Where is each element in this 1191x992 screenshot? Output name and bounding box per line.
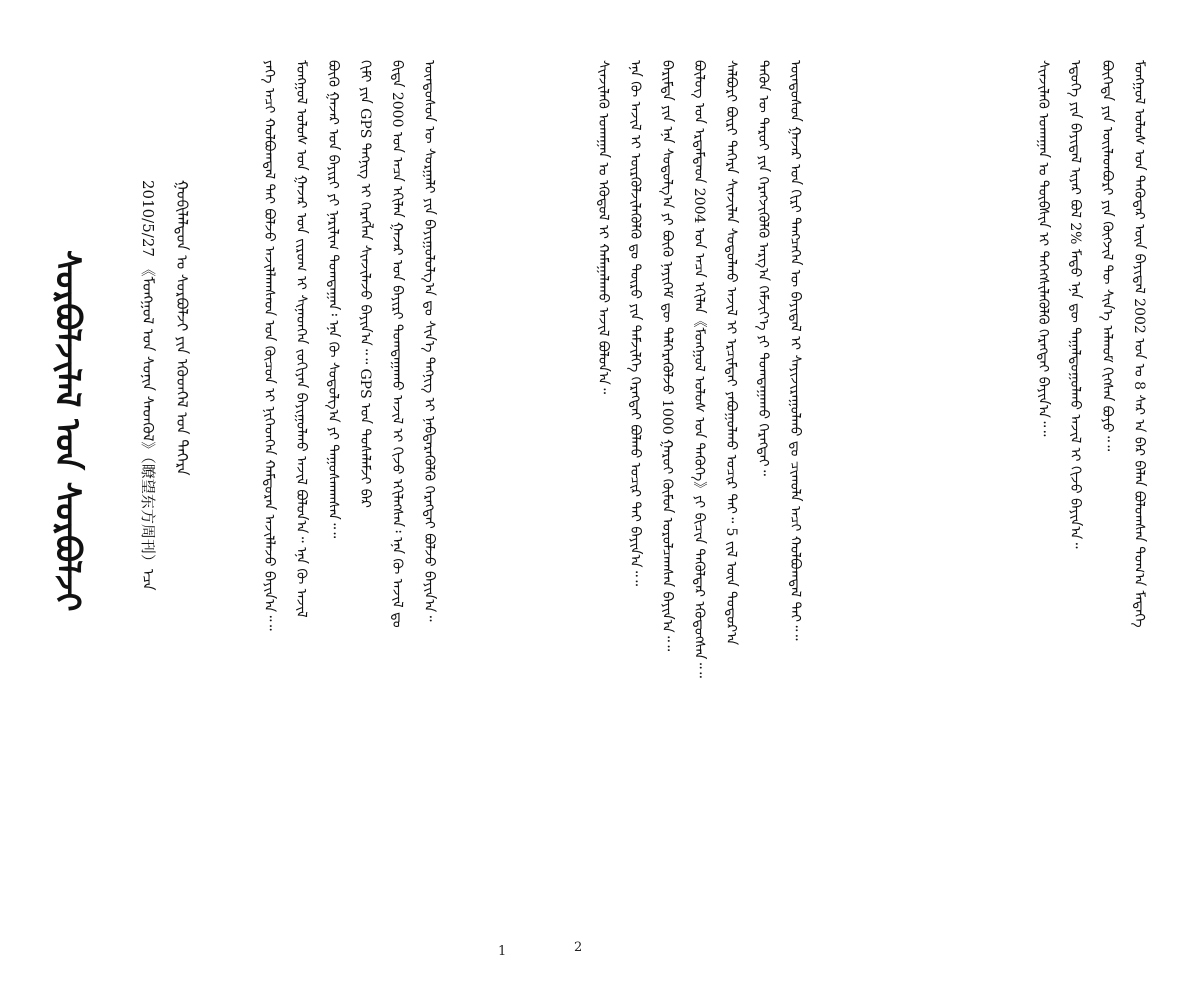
text-line: ᠰᠢᠨᠵᠢᠯᠡᠬᠦ ᠤᠬᠠᠭᠠᠨ ᠤ ᠲᠦᠪᠰᠢᠨ ᠢ ᠳᠡᠭᠡᠭᠰᠢᠯᠡᠭᠦᠯᠬᠦ ᠬᠡᠷᠡᠭᠲᠡᠢ ᠪᠠᠶᠢᠨ᠎ᠠ᠃᠃	[1035, 60, 1051, 437]
source-line	[140, 0, 164, 992]
source-text-2: 2010/5/27 《ᠮᠣᠩᠭᠣᠯ ᠤᠨ ᠰᠣᠨᠢᠨ ᠰᠡᠳᠬᠦᠯ》（瞭望东方周刊）ᠡᠴᠡ	[139, 180, 157, 591]
text-line: ᠬᠢᠮᠢ ᠶᠢᠨ GPS ᠲᠡᠬᠨᠢᠭ ᠢ ᠬᠡᠷᠡᠭᠯᠡᠨ ᠰᠢᠨᠵᠢᠯᠡᠵᠦ ᠪᠠᠶᠢᠨ᠎ᠠ᠃᠃ GPS ᠤᠨ ᠲᠤᠰᠠᠯᠠᠮᠵᠢ ᠪᠠᠷ	[357, 60, 373, 508]
source-text-1: ᠭᠤᠪᠢᠯᠠᠯᠳᠤᠨ ᠤ ᠰᠤᠷᠪᠤᠯᠵᠢ ᠶᠢᠨ ᠡᠭᠦᠳᠭᠡᠯ ᠤᠨ ᠳᠡᠭᠡᠷᠡ	[173, 180, 191, 476]
page-number-2: 2	[574, 940, 583, 955]
text-line: ᠰᠢᠨᠵᠢᠯᠡᠬᠦ ᠤᠬᠠᠭᠠᠨ ᠤ ᠡᠭᠦᠳᠦᠯ ᠢ ᠬᠠᠮᠠᠭᠠᠯᠠᠬᠤ ᠠᠵᠢᠯ ᠪᠣᠯᠤᠨ᠎ᠠ᠃	[595, 60, 611, 395]
text-line: ᠪᠦᠭᠡᠳᠡ ᠶᠢᠨ ᠦᠢᠯᠡᠳᠪᠦᠷᠢ ᠶᠢᠨ ᠬᠥᠭᠵᠢᠯ ᠲᠦ ᠰᠢᠨ᠎ᠡ ᠠᠯᠬᠤᠮ ᠬᠢᠭᠰᠡᠨ ᠪᠤᠶᠤ᠃᠃	[1099, 60, 1115, 452]
page-number-1: 1	[498, 944, 507, 959]
text-line: ᠦᠨᠳᠦᠰᠦᠨ ᠦ ᠰᠤᠷᠭᠠᠯᠢ ᠶᠢᠨ ᠪᠠᠶᠢᠭᠤᠯᠤᠯᠭ᠎ᠠ ᠳᠤ ᠰᠢᠨ᠎ᠡ ᠲᠡᠬᠨᠢᠭ ᠢ ᠨᠡᠪᠲᠡᠷᠡᠭᠦᠯᠬᠦ ᠬᠡᠷᠡᠭᠲᠡᠢ ᠪᠣᠯᠵᠤ ᠪᠠᠶᠢᠨ᠎ᠠ᠃	[421, 60, 437, 622]
text-line: ᠦᠨᠳᠦᠰᠦᠨ ᠭᠠᠵᠠᠷ ᠤᠨ ᠬᠢᠷᠢ ᠲᠡᠩᠴᠡᠭᠡᠨ ᠦ ᠪᠠᠶᠢᠳᠠᠯ ᠢ ᠰᠠᠶᠢᠵᠢᠷᠠᠭᠤᠯᠬᠤ ᠳᠤ ᠴᠢᠬᠤᠯᠠ ᠠᠴᠢ ᠬᠣᠯᠪᠣᠭᠳᠠᠯ ᠲᠠᠢ᠃᠃	[787, 60, 803, 641]
text-line: ᠲᠡᠭᠦᠨ ᠦ ᠳᠠᠷᠤᠢ ᠶᠢᠨ ᠬᠡᠷᠡᠭᠵᠢᠭᠦᠯᠬᠦ ᠠᠷᠭ᠎ᠠ ᠬᠡᠮᠵᠢᠶ᠎ᠡ ᠶᠢ ᠲᠣᠭᠲᠠᠭᠠᠬᠤ ᠬᠡᠷᠡᠭᠲᠡᠢ᠃	[755, 60, 771, 476]
title-text: ᠰᠤᠷᠪᠤᠯᠵᠢᠯᠠᠯ ᠤᠨ ᠰᠤᠷᠪᠤᠯᠵᠢ	[47, 250, 87, 612]
text-line: ᠪᠠᠷᠢᠮᠲᠠ ᠶᠢᠨ ᠡᠨᠡ ᠰᠤᠳᠤᠯᠭ᠎ᠠ ᠶᠢ ᠪᠦᠬᠦ ᠨᠡᠶᠢᠭᠡᠮ ᠳᠦ ᠳᠡᠯᠭᠡᠷᠡᠭᠦᠯᠵᠦ 1000 ᠭᠠᠷᠤᠢ ᠬᠦᠮᠦᠨ ᠣᠷᠣᠯᠴᠠᠭᠰᠠᠨ ᠪᠠᠶᠢᠨ᠎ᠠ᠃᠃	[659, 60, 675, 652]
text-line: ᠰᠠᠯᠪᠤᠷᠢ ᠪᠦᠷᠢ ᠳᠡᠭᠡᠷᠡ ᠰᠢᠨᠵᠢᠯᠡᠨ ᠰᠤᠳᠤᠯᠬᠤ ᠠᠵᠢᠯ ᠢ ᠡᠷᠴᠢᠮᠲᠡᠢ ᠶᠠᠪᠤᠭᠤᠯᠬᠤ ᠤᠴᠢᠷ ᠲᠠᠢ᠃ 5 ᠵᠢᠯ ᠦᠨ ᠳᠣᠲᠣᠷ᠎ᠠ	[723, 60, 739, 646]
text-line: ᠪᠦᠬᠦ ᠭᠠᠵᠠᠷ ᠤᠨ ᠪᠠᠶᠢᠷᠢ ᠶᠢ ᠨᠠᠷᠢᠯᠢᠭ ᠲᠣᠭᠲᠠᠭᠠᠨ᠄ ᠡᠨᠡ ᠬᠦ ᠰᠤᠳᠤᠯᠭ᠎ᠠ ᠶᠢ ᠳᠠᠭᠤᠰᠬᠠᠭᠰᠠᠨ᠃᠃	[325, 60, 341, 539]
source-line	[174, 0, 198, 992]
text-line: ᠡᠳ᠋ᠦᠭᠡ ᠶᠢᠨ ᠪᠠᠶᠢᠳᠠᠯ ᠢᠶᠠᠷ ᠪᠣᠯ 2% ᠮᠠᠲᠤ ᠡᠨᠡ ᠳᠦ ᠳᠠᠭᠠᠯᠳᠤᠭᠤᠯᠬᠤ ᠠᠵᠢᠯ ᠢ ᠬᠢᠵᠦ ᠪᠠᠶᠢᠨ᠎ᠠ᠃	[1067, 60, 1083, 549]
text-line: ᠮᠣᠩᠭᠣᠯ ᠤᠯᠤᠰ ᠤᠨ ᠭᠠᠵᠠᠷ ᠤᠨ ᠵᠢᠷᠤᠭ ᠢ ᠰᠢᠨᠡᠳᠬᠡᠨ ᠵᠣᠬᠢᠶᠠᠨ ᠪᠠᠶᠢᠭᠤᠯᠬᠤ ᠠᠵᠢᠯ ᠪᠣᠯᠤᠨ᠎ᠠ᠃ ᠡᠨᠡ ᠬᠦ ᠠᠵᠢᠯ	[293, 60, 309, 618]
text-line: ᠶᠡᠬᠡ ᠠᠴᠢ ᠬᠣᠯᠪᠣᠭᠳᠠᠯ ᠲᠠᠢ ᠪᠣᠯᠵᠤ ᠠᠵᠢᠯᠯᠠᠭᠰᠠᠳ ᠤᠨ ᠬᠦᠴᠦᠨ ᠢ ᠨᠢᠭᠡᠳᠬᠡᠨ ᠬᠠᠮᠲᠤᠷᠠᠨ ᠠᠵᠢᠯᠯᠠᠵᠤ ᠪᠠᠶᠢᠨ᠎ᠠ᠃᠃	[261, 60, 277, 631]
text-line: ᠡᠨᠡ ᠬᠦ ᠠᠵᠢᠯ ᠢ ᠦᠷᠭᠦᠯᠵᠢᠯᠡᠭᠦᠯᠬᠦ ᠳᠤ ᠲᠥᠷᠦ ᠶᠢᠨ ᠳᠡᠮᠵᠢᠯᠭᠡ ᠬᠡᠷᠡᠭᠲᠡᠢ ᠪᠣᠯᠬᠤ ᠤᠴᠢᠷ ᠲᠠᠢ ᠪᠠᠶᠢᠨ᠎ᠠ᠃᠃	[627, 60, 643, 586]
text-line: ᠮᠣᠩᠭᠣᠯ ᠤᠯᠤᠰ ᠤᠨ ᠲᠡᠭᠦᠳᠡᠷ ᠦᠨ ᠪᠠᠶᠢᠳᠠᠯ 2002 ᠣᠨ ᠤ 8 ᠰᠠᠷ ᠠ ᠪᠠᠷ ᠪᠡᠯᠡᠨ ᠪᠣᠯᠤᠭᠰᠠᠨ ᠲᠣᠭ᠎ᠠ ᠮᠡᠳᠡᠭᠡ	[1131, 60, 1147, 628]
document-title	[47, 0, 94, 992]
text-line: ᠪᠦᠯᠦᠭ ᠤᠨ ᠡᠷᠳᠡᠮᠲᠡᠳ 2004 ᠣᠨ ᠠᠴᠠ ᠡᠬᠢᠯᠡᠨ《ᠮᠣᠩᠭᠣᠯ ᠤᠯᠤᠰ ᠤᠨ ᠲᠡᠭᠦᠬᠡ》ᠶᠢ ᠪᠢᠴᠢᠨ ᠲᠡᠭᠦᠯᠳᠡᠷ ᠡᠭᠦᠳᠦᠭᠰᠡᠨ᠃᠃	[691, 60, 707, 678]
text-line: ᠪᠢᠳᠡ 2000 ᠣᠨ ᠠᠴᠠ ᠡᠬᠢᠯᠡᠨ ᠭᠠᠵᠠᠷ ᠤᠨ ᠪᠠᠶᠢᠷᠢ ᠲᠣᠭᠲᠠᠭᠠᠬᠤ ᠠᠵᠢᠯ ᠢ ᠬᠢᠵᠦ ᠡᠬᠢᠯᠡᠭᠰᠡᠨ᠄ ᠡᠨᠡ ᠬᠦ ᠠᠵᠢᠯ ᠳᠤ	[389, 60, 405, 628]
